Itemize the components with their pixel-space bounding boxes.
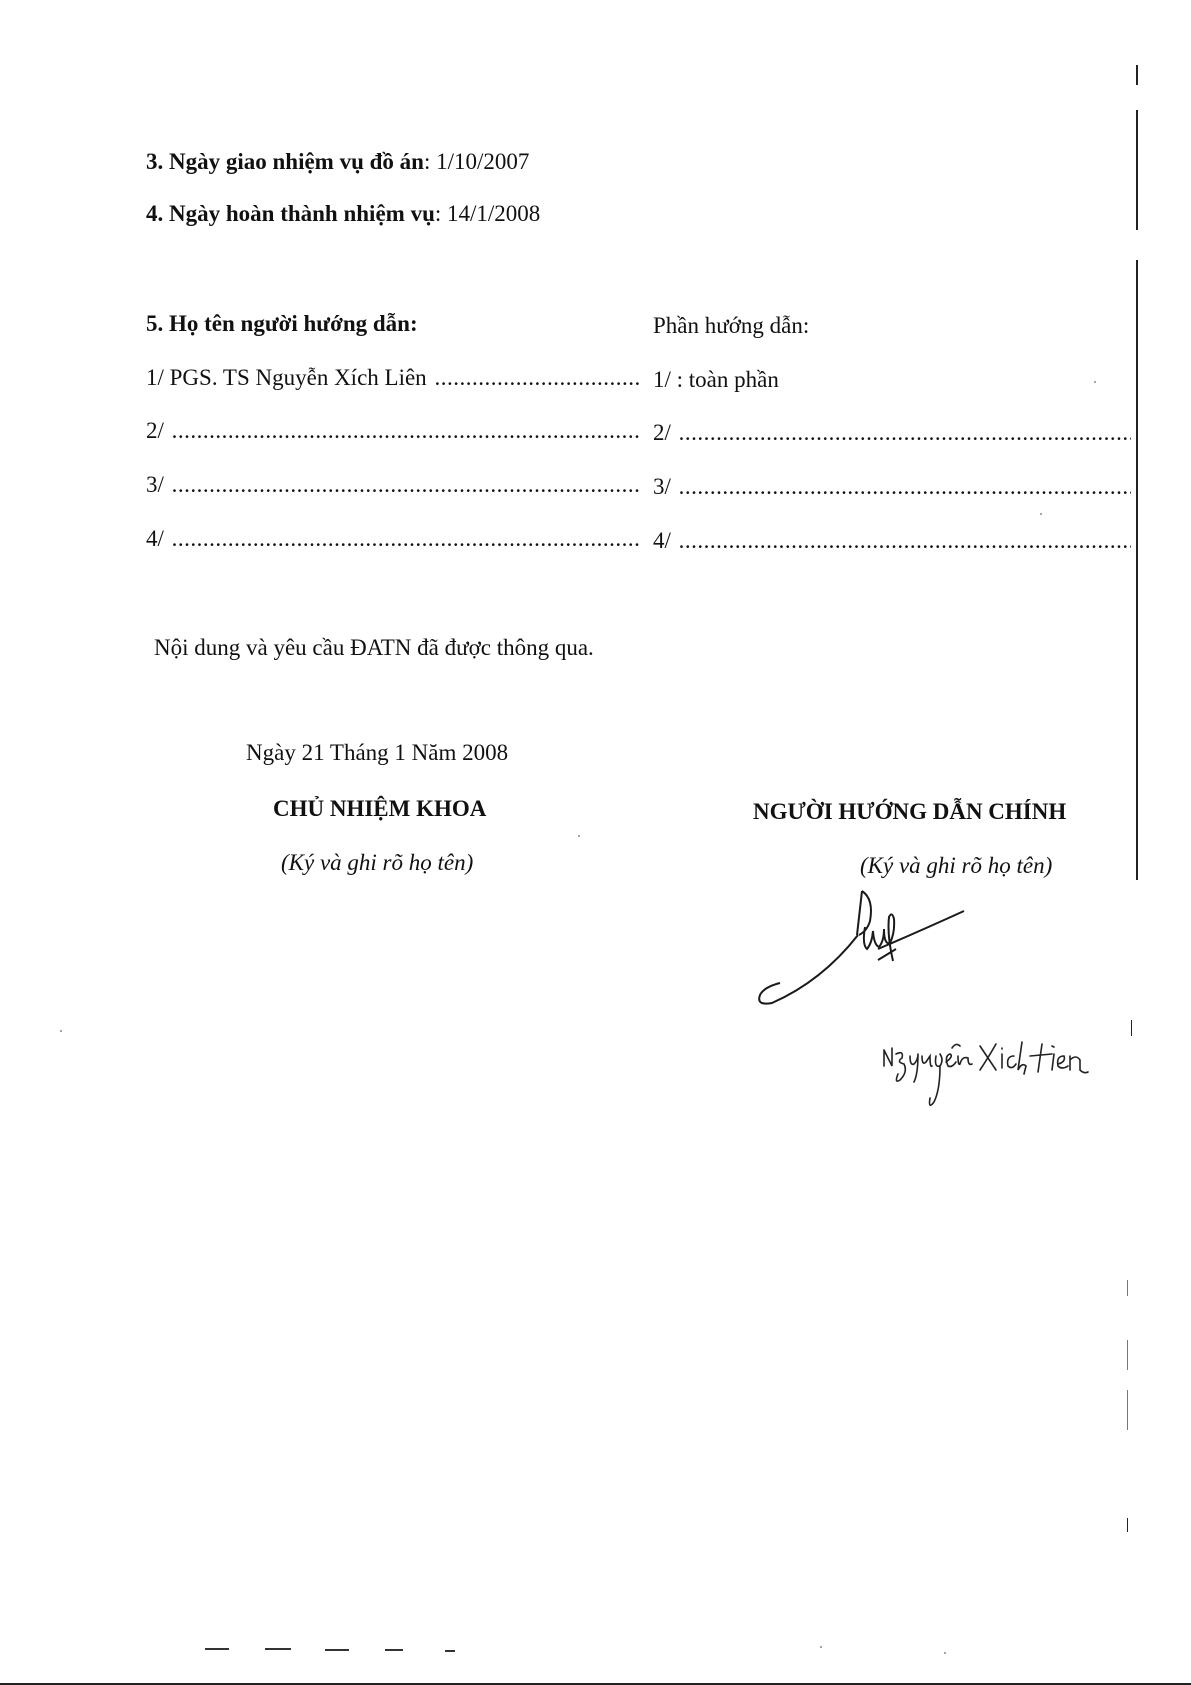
advisor-name-4-text: 4/ xyxy=(146,526,164,551)
assignment-date-value: : 1/10/2007 xyxy=(423,149,530,174)
advisors-heading: 5. Họ tên người hướng dẫn: xyxy=(146,311,418,336)
advisor-name-1 xyxy=(146,364,639,392)
advisor-name-2-text: 2/ xyxy=(146,418,164,443)
scan-edge-mark xyxy=(1127,1340,1128,1370)
advisor-part-heading: Phần hướng dẫn: xyxy=(653,313,810,338)
advisor-part-1 xyxy=(653,366,779,394)
scan-edge-mark xyxy=(1127,1390,1128,1430)
scan-bottom-dash xyxy=(325,1649,349,1651)
advisor-part-3 xyxy=(653,473,1131,501)
scan-speck xyxy=(820,1646,822,1648)
approval-text: Nội dung và yêu cầu ĐATN đã được thông qua. xyxy=(154,635,594,660)
advisor-handwritten-name xyxy=(880,1040,1095,1110)
scan-edge-mark xyxy=(1131,1020,1132,1036)
scan-edge-line xyxy=(1136,260,1138,880)
scan-edge-line xyxy=(1136,110,1138,230)
advisor-part-1-prefix: 1/ xyxy=(653,367,671,392)
scan-speck xyxy=(1040,513,1042,515)
scan-edge-mark xyxy=(1127,1518,1128,1532)
scan-bottom-dash xyxy=(265,1648,291,1650)
assignment-date-label: 3. Ngày giao nhiệm vụ đồ án xyxy=(146,149,424,174)
scan-speck xyxy=(1094,381,1096,383)
advisor-part-1-text: : toàn phần xyxy=(676,367,779,392)
main-advisor-title: NGƯỜI HƯỚNG DẪN CHÍNH xyxy=(753,799,1067,824)
scan-bottom-dash xyxy=(445,1650,455,1652)
assignment-date-line xyxy=(146,148,529,176)
signing-date: Ngày 21 Tháng 1 Năm 2008 xyxy=(246,740,509,765)
advisor-part-2 xyxy=(653,419,1131,447)
advisor-part-3-prefix: 3/ xyxy=(653,474,671,499)
completion-date-label: 4. Ngày hoàn thành nhiệm vụ xyxy=(146,201,435,226)
advisor-part-2-prefix: 2/ xyxy=(653,420,671,445)
scan-speck xyxy=(578,835,580,837)
scan-speck xyxy=(60,1030,62,1032)
advisor-name-3-text: 3/ xyxy=(146,472,164,497)
advisor-name-2 xyxy=(146,417,639,445)
advisor-name-1-text: 1/ PGS. TS Nguyễn Xích Liên xyxy=(146,365,427,390)
faculty-head-signature-note: (Ký và ghi rõ họ tên) xyxy=(281,850,474,875)
main-advisor-signature-note: (Ký và ghi rõ họ tên) xyxy=(860,853,1053,878)
completion-date-value: : 14/1/2008 xyxy=(434,201,541,226)
scan-bottom-dash xyxy=(385,1649,403,1651)
scan-edge-mark xyxy=(1136,65,1138,85)
scan-speck xyxy=(944,1652,946,1654)
faculty-head-title: CHỦ NHIỆM KHOA xyxy=(273,796,487,821)
advisor-signature xyxy=(750,885,980,1015)
scan-edge-mark xyxy=(1127,1280,1128,1296)
advisor-name-3 xyxy=(146,471,639,499)
completion-date-line xyxy=(146,200,540,228)
advisor-name-4 xyxy=(146,525,639,553)
scan-bottom-dash xyxy=(205,1648,229,1650)
advisor-part-4 xyxy=(653,527,1131,555)
advisor-part-4-prefix: 4/ xyxy=(653,528,671,553)
